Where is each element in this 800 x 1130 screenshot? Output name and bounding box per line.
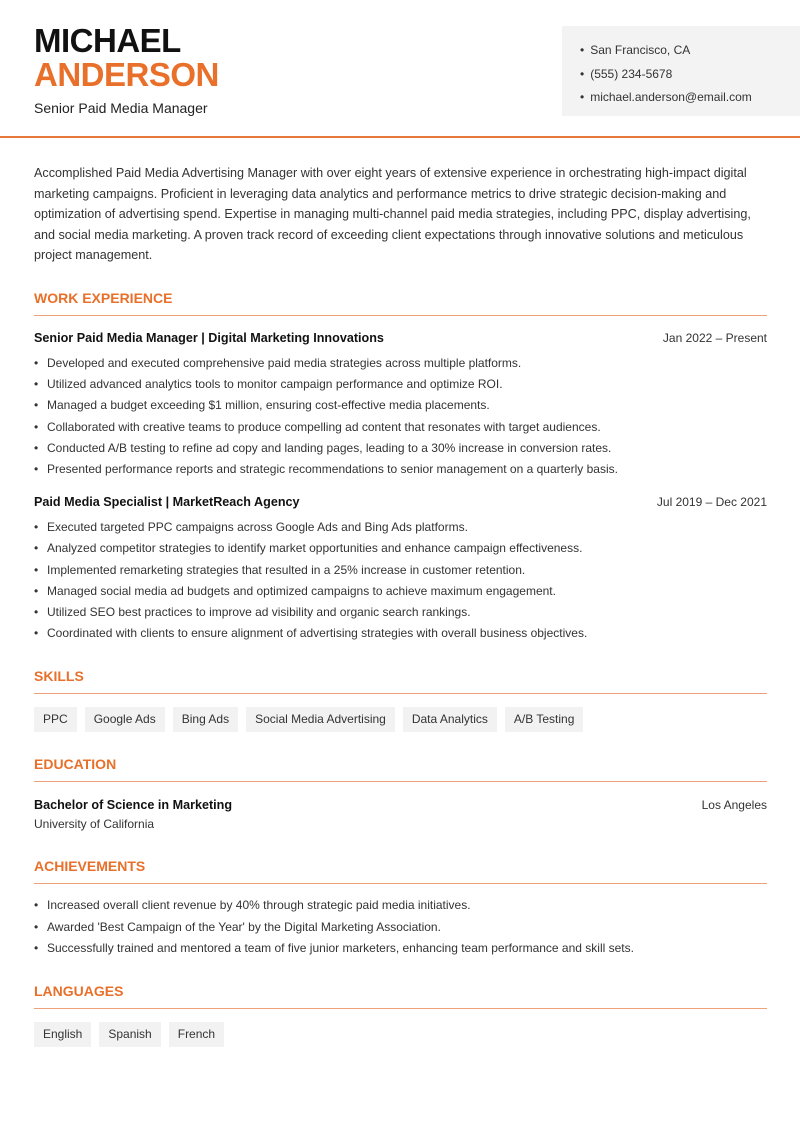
bullet-item: • Managed social media ad budgets and optimized campaigns to achieve maximum engagement. bbox=[34, 581, 767, 602]
bullet-item: • Developed and executed comprehensive paid media strategies across multiple platforms. bbox=[34, 353, 767, 374]
skill-chip: Data Analytics bbox=[403, 707, 497, 732]
bullet-item: • Coordinated with clients to ensure alignment of advertising strategies with overall business objectives. bbox=[34, 623, 767, 644]
section-heading-education: EDUCATION bbox=[34, 756, 767, 782]
skill-chip: Bing Ads bbox=[173, 707, 238, 732]
skill-chip: A/B Testing bbox=[505, 707, 583, 732]
job-title: Paid Media Specialist | MarketReach Agency bbox=[34, 495, 300, 510]
job-header bbox=[34, 493, 767, 511]
job-header bbox=[34, 329, 767, 347]
languages-list bbox=[34, 1022, 767, 1047]
school: University of California bbox=[34, 817, 155, 832]
bullet-item: • Executed targeted PPC campaigns across Google Ads and Bing Ads platforms. bbox=[34, 517, 767, 538]
job-date: Jul 2019 – Dec 2021 bbox=[656, 495, 767, 510]
job-entry bbox=[34, 329, 767, 480]
skill-chip: Google Ads bbox=[85, 707, 165, 732]
job-title: Senior Paid Media Manager | Digital Marketing Innovations bbox=[34, 330, 384, 345]
education-entry bbox=[34, 796, 767, 834]
bullet-item: • Utilized advanced analytics tools to monitor campaign performance and optimize ROI. bbox=[34, 374, 767, 395]
achievement-item: • Successfully trained and mentored a team of five junior marketers, enhancing team performance and skill sets. bbox=[34, 938, 767, 959]
achievement-item: • Awarded 'Best Campaign of the Year' by the Digital Marketing Association. bbox=[34, 917, 767, 938]
bullet-item: • Implemented remarketing strategies that resulted in a 25% increase in customer retention. bbox=[34, 560, 767, 581]
contact-location: • San Francisco, CA bbox=[580, 39, 800, 63]
bullet-item: • Presented performance reports and strategic recommendations to senior management on a quarterly basis. bbox=[34, 459, 767, 480]
language-chip: French bbox=[169, 1022, 224, 1047]
bullet-item: • Utilized SEO best practices to improve ad visibility and organic search rankings. bbox=[34, 602, 767, 623]
section-heading-work: WORK EXPERIENCE bbox=[34, 290, 767, 316]
degree: Bachelor of Science in Marketing bbox=[34, 798, 233, 813]
summary: Accomplished Paid Media Advertising Manager with over eight years of extensive experience in orchestrating high-impact digital marketing campaigns. Proficient in leveraging data analytics and performance metrics to drive strategic decision-making and optimization of advertising spend. Expertise in managing multi-channel paid media strategies, including PPC, display advertising, and social media marketing. A proven track record of exceeding client expectations through innovative solutions and meticulous project management. bbox=[34, 166, 751, 263]
job-bullets bbox=[34, 353, 767, 480]
job-entry bbox=[34, 493, 767, 644]
bullet-item: • Analyzed competitor strategies to identify market opportunities and enhance campaign effectiveness. bbox=[34, 538, 767, 559]
skills-list bbox=[34, 707, 767, 732]
last-name: ANDERSON bbox=[34, 56, 219, 93]
skill-chip: PPC bbox=[34, 707, 77, 732]
bullet-item: • Managed a budget exceeding $1 million, ensuring cost-effective media placements. bbox=[34, 395, 767, 416]
skill-chip: Social Media Advertising bbox=[246, 707, 395, 732]
achievement-item: • Increased overall client revenue by 40% through strategic paid media initiatives. bbox=[34, 895, 767, 916]
job-bullets bbox=[34, 517, 767, 644]
achievements-list bbox=[34, 895, 767, 959]
language-chip: Spanish bbox=[99, 1022, 160, 1047]
section-heading-achievements: ACHIEVEMENTS bbox=[34, 858, 767, 884]
contact-box bbox=[562, 26, 800, 116]
education-location: Los Angeles bbox=[701, 798, 767, 813]
job-date: Jan 2022 – Present bbox=[662, 330, 767, 345]
section-heading-skills: SKILLS bbox=[34, 668, 767, 694]
job-title: Senior Paid Media Manager bbox=[34, 100, 208, 116]
bullet-item: • Collaborated with creative teams to produce compelling ad content that resonates with target audiences. bbox=[34, 417, 767, 438]
contact-email[interactable]: • michael.anderson@email.com bbox=[580, 86, 800, 110]
bullet-item: • Conducted A/B testing to refine ad copy and landing pages, leading to a 30% increase in conversion rates. bbox=[34, 438, 767, 459]
language-chip: English bbox=[34, 1022, 91, 1047]
contact-phone: • (555) 234-5678 bbox=[580, 63, 800, 87]
resume-header bbox=[0, 0, 800, 138]
section-heading-languages: LANGUAGES bbox=[34, 983, 767, 1009]
job-list bbox=[34, 329, 767, 644]
first-name: MICHAEL bbox=[34, 22, 181, 59]
